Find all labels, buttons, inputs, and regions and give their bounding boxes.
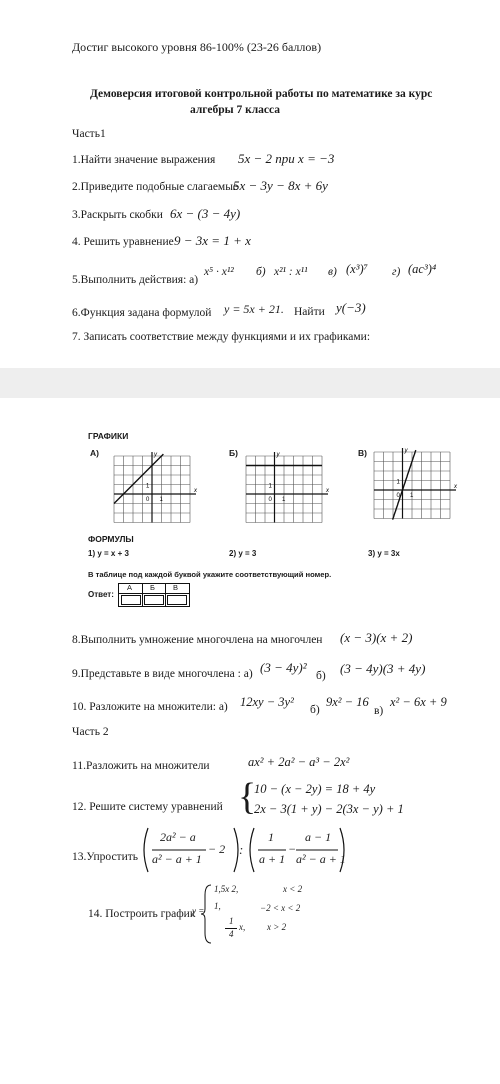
formula-3: 3) y = 3x	[368, 549, 400, 558]
q14-c3: x > 2	[267, 922, 287, 932]
graph-b-x-label: x	[326, 488, 329, 494]
graphs-heading: ГРАФИКИ	[88, 431, 129, 441]
q11-label: 11.Разложить на множители	[72, 760, 210, 772]
answer-col-b: Б	[150, 583, 155, 592]
graph-b-label: Б)	[229, 448, 238, 458]
q8-expr: (x − 3)(x + 2)	[340, 630, 413, 645]
page-separator	[0, 368, 500, 398]
q13-d3: a² − a + 1	[296, 852, 346, 866]
q5-label: 5.Выполнить действия: а)	[72, 274, 199, 286]
q6-expr: y = 5x + 21.	[224, 302, 284, 316]
graph-a-label: А)	[90, 448, 99, 458]
q2-label: 2.Приведите подобные слагаемые	[72, 181, 239, 193]
q5-b-label: б)	[256, 266, 266, 278]
graph-a	[106, 450, 196, 528]
q14-r3-x: x,	[239, 922, 246, 932]
graph-b-tick-1-x: 1	[282, 497, 286, 503]
q6-find: Найти	[294, 306, 325, 318]
part2-heading: Часть 2	[72, 726, 109, 738]
q12-eq1: 10 − (x − 2y) = 18 + 4y	[254, 782, 376, 796]
graph-a-x-label: x	[194, 488, 197, 494]
graph-c-y-label: y	[404, 448, 408, 454]
q10-b-label: б)	[310, 704, 320, 716]
answer-col-a: А	[127, 583, 133, 592]
q5-b: x²¹ : x¹¹	[274, 266, 308, 278]
q13-n1: 2a² − a	[160, 830, 196, 844]
q14-r2: 1,	[214, 901, 221, 911]
q10-b: 9x² − 16	[326, 695, 369, 709]
graph-a-tick-1-x: 1	[159, 497, 163, 503]
q1-expr: 5x − 2 при x = −3	[238, 151, 335, 166]
q13-d1: a² − a + 1	[152, 852, 202, 866]
q13-d2: a + 1	[259, 852, 286, 866]
graph-b-tick-0: 0	[268, 497, 272, 503]
q13-minus2: − 2	[208, 842, 226, 856]
graph-c-label: В)	[358, 448, 367, 458]
q10-c: x² − 6x + 9	[390, 695, 447, 709]
graph-b-y-label: y	[276, 452, 280, 458]
graph-a-tick-1-y: 1	[146, 483, 150, 490]
graph-c-tick-0: 0	[396, 493, 400, 499]
graph-a-function-line	[114, 454, 163, 503]
answer-cell-b[interactable]	[144, 595, 164, 605]
q14-r3-den: 4	[229, 929, 234, 939]
q5-d: (ac³)⁴	[408, 262, 437, 276]
graph-c-tick-1-y: 1	[396, 479, 400, 486]
q12-eq2: 2x − 3(1 + y) − 2(3x − y) + 1	[254, 802, 404, 816]
q13-n2: 1	[268, 830, 274, 844]
q1-label: 1.Найти значение выражения	[72, 154, 216, 166]
q14-brace	[200, 883, 214, 950]
graph-a-tick-0: 0	[146, 497, 150, 503]
graph-c-x-label: x	[454, 484, 457, 490]
q5-c-label: в)	[328, 266, 337, 278]
q6-find-expr: y(−3)	[336, 300, 366, 315]
q7-label: 7. Записать соответствие между функциями и их графиками:	[72, 331, 371, 343]
answer-table	[118, 583, 190, 607]
answer-cell-a[interactable]	[121, 595, 141, 605]
q10-a: 12xy − 3y²	[240, 695, 294, 709]
q3-label: 3.Раскрыть скобки	[72, 209, 163, 221]
q9-b: (3 − 4y)(3 + 4y)	[340, 661, 426, 676]
page-title-line2: алгебры 7 класса	[190, 104, 281, 116]
q10-label: 10. Разложите на множители: а)	[72, 701, 228, 713]
page-title-line1: Демоверсия итоговой контрольной работы по математике за курс	[90, 88, 433, 100]
q9-label: 9.Представьте в виде многочлена : а)	[72, 668, 253, 680]
graph-a-y-label: y	[154, 452, 157, 458]
q14-r1: 1,5x 2,	[214, 884, 239, 894]
graph-c-tick-1-x: 1	[410, 493, 414, 499]
q2-expr: 5x − 3y − 8x + 6y	[233, 178, 328, 193]
q4-label: 4. Решить уравнение	[72, 236, 174, 248]
graph-c	[366, 446, 456, 528]
q12-brace: {	[238, 776, 257, 818]
q14-c1: x < 2	[283, 884, 303, 894]
graph-b-tick-1-y: 1	[268, 483, 272, 490]
q14-c2: −2 < x < 2	[260, 903, 301, 913]
q13-colon: :	[239, 842, 244, 857]
q9-a: (3 − 4y)²	[260, 660, 307, 675]
answer-col-c: В	[173, 583, 179, 592]
answer-cell-c[interactable]	[167, 595, 187, 605]
q13-n3: a − 1	[305, 830, 332, 844]
formula-1: 1) y = x + 3	[88, 549, 129, 558]
q6-label: 6.Функция задана формулой	[72, 307, 212, 319]
formula-2: 2) y = 3	[229, 549, 257, 558]
q8-label: 8.Выполнить умножение многочлена на многочлен	[72, 634, 323, 646]
graphs-instruction: В таблице под каждой буквой укажите соответствующий номер.	[88, 570, 332, 579]
graph-b	[238, 450, 328, 528]
q14-r3-num: 1	[229, 916, 234, 926]
q5-a: x⁵ · x¹²	[204, 266, 234, 278]
answer-label: Ответ:	[88, 590, 114, 599]
q5-c: (x³)⁷	[346, 262, 368, 276]
q13-minus: −	[288, 842, 297, 856]
part1-heading: Часть1	[72, 128, 106, 140]
q4-expr: 9 − 3x = 1 + x	[174, 233, 251, 248]
header-text: Достиг высокого уровня 86-100% (23-26 баллов)	[72, 40, 322, 54]
q14-y: y =	[192, 906, 205, 916]
q3-expr: 6x − (3 − 4y)	[170, 206, 241, 221]
q13-label: 13.Упростить	[72, 851, 139, 863]
q11-expr: ax² + 2a² − a³ − 2x²	[248, 755, 350, 769]
q12-label: 12. Решите систему уравнений	[72, 801, 223, 813]
formulas-heading: ФОРМУЛЫ	[88, 534, 134, 544]
q9-b-label: б)	[316, 670, 326, 682]
q5-d-label: г)	[392, 266, 401, 278]
q14-label: 14. Построить график	[88, 908, 196, 920]
q10-c-label: в)	[374, 705, 384, 717]
